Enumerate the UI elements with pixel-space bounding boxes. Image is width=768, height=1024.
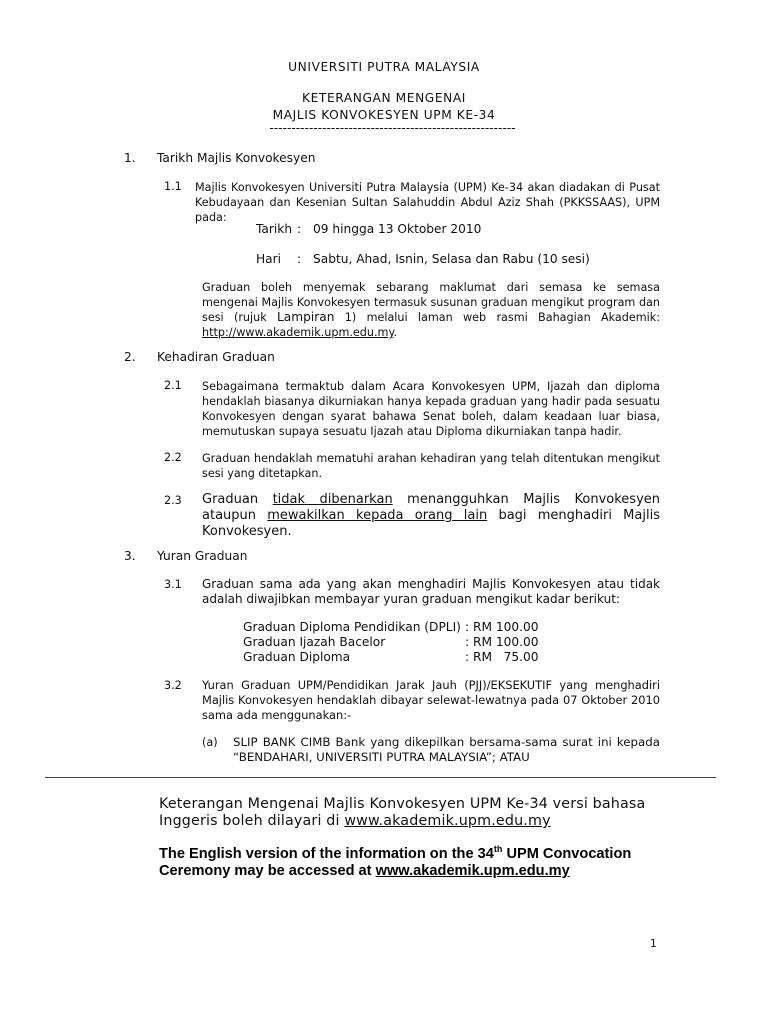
english-notice-url-link[interactable]: www.akademik.upm.edu.my [375, 863, 570, 879]
page-number: 1 [650, 938, 657, 950]
para-2-1-number: 2.1 [164, 379, 182, 392]
para-a-text: SLIP BANK CIMB Bank yang dikepilkan bersama-sama surat ini kepada “BENDAHARI, UNIVERSITI PUTRA MALAYSIA”; ATAU [233, 735, 660, 764]
section3-heading: Yuran Graduan [157, 549, 248, 563]
university-name: UNIVERSITI PUTRA MALAYSIA [288, 60, 480, 74]
note-paragraph [202, 280, 660, 340]
para-2-1-text: Sebagaimana termaktub dalam Acara Konvokesyen UPM, Ijazah dan diploma hendaklah biasanya dikurniakan hanya kepada graduan yang hadir pada sesuatu Konvokesyen dengan syarat bahawa Senat boleh, dalam keadaan luar biasa, memutuskan supaya sesuatu Ijazah atau Diploma dikurniakan tanpa hadir. [202, 380, 660, 438]
malay-notice-text: Inggeris boleh dilayari di [159, 813, 340, 829]
para-1-1-text: Majlis Konvokesyen Universiti Putra Malaysia (UPM) Ke-34 akan diadakan di Pusat Kebudayaan dan Kesenian Sultan Salahuddin Abdul Aziz Shah (PKKSSAAS), UPM pada: [195, 181, 660, 224]
note-text-2: 1) melalui laman web rasmi Bahagian Akademik: [344, 311, 661, 324]
english-notice-line1 [159, 846, 631, 862]
english-notice-line2 [159, 863, 570, 879]
akademik-url-link[interactable]: http://www.akademik.upm.edu.my [202, 326, 394, 339]
malay-notice-line1: Keterangan Mengenai Majlis Konvokesyen UPM Ke-34 versi bahasa [159, 796, 646, 812]
para-2-3-number: 2.3 [164, 494, 182, 507]
para-2-2-text: Graduan hendaklah mematuhi arahan kehadiran yang telah ditentukan mengikut sesi yang ditetapkan. [202, 452, 660, 480]
malay-notice-url-link[interactable]: www.akademik.upm.edu.my [344, 813, 551, 829]
hari-colon: : [297, 252, 302, 266]
section3-number: 3. [124, 549, 136, 563]
fee-label: Graduan Ijazah Bacelor [243, 635, 386, 649]
fee-amount: : RM 100.00 [465, 635, 539, 649]
para-a-number: (a) [202, 736, 218, 749]
para-3-1-text: Graduan sama ada yang akan menghadiri Majlis Konvokesyen atau tidak adalah diwajibkan membayar yuran graduan mengikut kadar berikut: [202, 577, 660, 606]
fee-label: Graduan Diploma [243, 650, 351, 664]
p23-underline-mewakilkan: mewakilkan kepada orang lain [267, 508, 488, 523]
para-3-1-number: 3.1 [164, 578, 182, 591]
note-end: . [393, 326, 398, 339]
doc-title-line2: MAJLIS KONVOKESYEN UPM KE-34 [272, 108, 496, 122]
hari-label: Hari [256, 252, 282, 266]
doc-title-line1: KETERANGAN MENGENAI [302, 91, 466, 105]
english-notice-text-3: Ceremony may be accessed at [159, 863, 372, 879]
p23-part-a: Graduan [202, 492, 259, 507]
p23-part-c: bagi menghadiri Majlis Konvokesyen. [202, 508, 660, 539]
para-1-1-number: 1.1 [164, 180, 182, 193]
p23-underline-tidak-dibenarkan: tidak dibenarkan [272, 492, 393, 507]
note-text: Graduan boleh menyemak sebarang maklumat dari semasa ke semasa mengenai Majlis Konvokesyen termasuk susunan graduan mengikut program dan sesi (rujuk [202, 281, 660, 324]
para-2-3-text [202, 492, 660, 540]
section2-number: 2. [124, 350, 136, 364]
hari-value: Sabtu, Ahad, Isnin, Selasa dan Rabu (10 sesi) [313, 252, 590, 266]
section1-number: 1. [124, 151, 136, 165]
malay-notice-line2 [159, 813, 551, 829]
english-notice-text: The English version of the information on the 34 [159, 846, 494, 862]
p23-part-b: menangguhkan Majlis Konvokesyen ataupun [202, 492, 660, 523]
ordinal-suffix: th [493, 844, 503, 855]
footer-divider [45, 777, 716, 778]
para-3-2-text: Yuran Graduan UPM/Pendidikan Jarak Jauh (PJJ)/EKSEKUTIF yang menghadiri Majlis Konvokesyen hendaklah dibayar selewat-lewatnya pada 07 Oktober 2010 sama ada menggunakan:- [202, 678, 660, 722]
tarikh-colon: : [297, 222, 302, 236]
fee-amount: : RM 75.00 [465, 650, 539, 664]
para-2-2-number: 2.2 [164, 451, 182, 464]
fee-label: Graduan Diploma Pendidikan (DPLI) [243, 620, 461, 634]
fee-amount: : RM 100.00 [465, 620, 539, 634]
section1-heading: Tarikh Majlis Konvokesyen [157, 151, 316, 165]
para-3-2-number: 3.2 [164, 679, 182, 692]
tarikh-value: 09 hingga 13 Oktober 2010 [313, 222, 482, 236]
note-lampiran: Lampiran [277, 310, 335, 324]
title-underline-dashes: -------------------------------------------------------- [269, 121, 516, 135]
section2-heading: Kehadiran Graduan [157, 350, 275, 364]
english-notice-text-2: UPM Convocation [506, 846, 632, 862]
tarikh-label: Tarikh [256, 222, 293, 236]
